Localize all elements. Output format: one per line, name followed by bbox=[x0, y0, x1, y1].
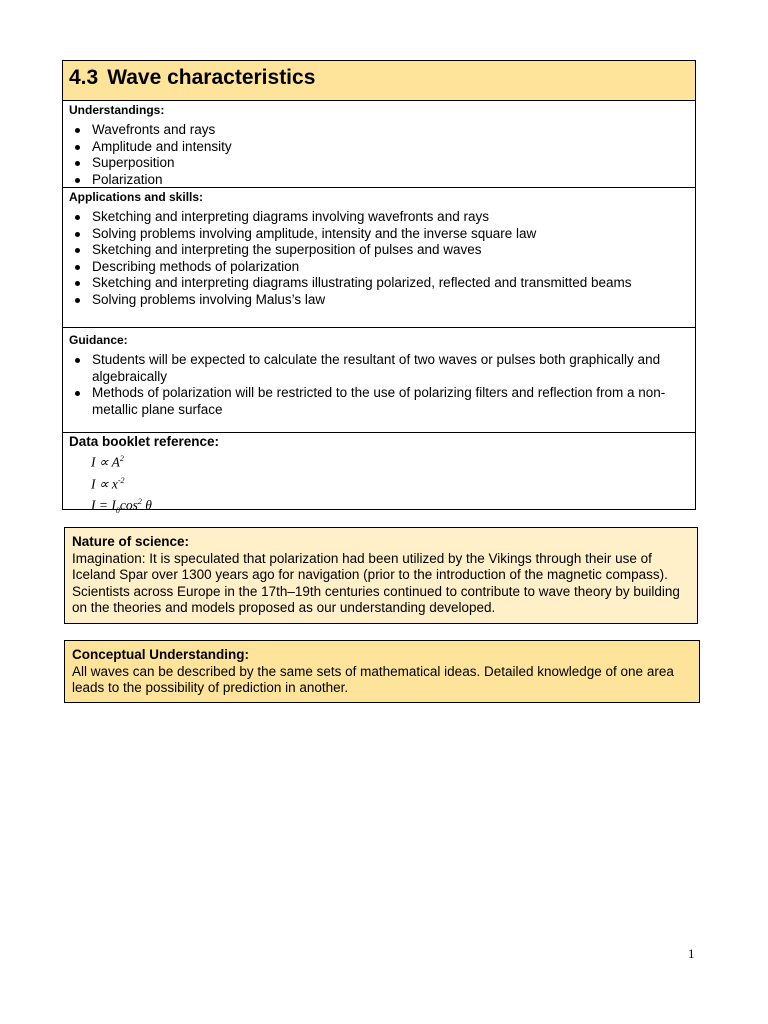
list-item: Methods of polarization will be restricted to the use of polarizing filters and reflection from a non-metallic plane surface bbox=[69, 385, 689, 418]
formula-text: θ bbox=[141, 497, 152, 513]
formula-text: I = I bbox=[91, 497, 116, 513]
understandings-section bbox=[63, 101, 695, 188]
list-item: Superposition bbox=[69, 155, 689, 172]
topic-number: 4.3 bbox=[69, 66, 99, 89]
applications-heading: Applications and skills: bbox=[69, 190, 204, 204]
topic-table bbox=[62, 60, 696, 516]
formula-subscript: 0 bbox=[115, 506, 120, 516]
formula-malus-law bbox=[91, 493, 689, 520]
applications-section bbox=[63, 188, 695, 328]
list-item: Describing methods of polarization bbox=[69, 259, 689, 276]
formula-list bbox=[69, 450, 689, 520]
list-item: Sketching and interpreting diagrams illustrating polarized, reflected and transmitted beams bbox=[69, 275, 689, 292]
list-item: Sketching and interpreting the superposition of pulses and waves bbox=[69, 242, 689, 259]
formula-superscript: 2 bbox=[137, 497, 142, 506]
guidance-section bbox=[63, 328, 695, 433]
data-booklet-section bbox=[63, 433, 695, 516]
formula-superscript: 2 bbox=[119, 454, 124, 463]
conceptual-understanding-box bbox=[64, 640, 700, 703]
understandings-heading: Understandings: bbox=[69, 103, 165, 117]
applications-list bbox=[69, 209, 689, 308]
nature-of-science-heading: Nature of science: bbox=[72, 534, 190, 549]
topic-title-text: Wave characteristics bbox=[107, 66, 316, 89]
list-item: Students will be expected to calculate the resultant of two waves or pulses both graphically and algebraically bbox=[69, 352, 689, 385]
formula-inverse-square bbox=[91, 472, 689, 494]
topic-title bbox=[63, 61, 695, 101]
formula-text: I ∝ x bbox=[91, 476, 118, 491]
list-item: Solving problems involving amplitude, intensity and the inverse square law bbox=[69, 226, 689, 243]
formula-text: cos bbox=[119, 497, 138, 513]
nature-of-science-box bbox=[64, 527, 698, 624]
nature-of-science-text: Imagination: It is speculated that polarization had been utilized by the Vikings through their use of Iceland Spar over 1300 years ago for navigation (prior to the introduction of the magnetic compass). Scientists across Europe in the 17th–19th centuries continued to contribute to wave theory by building on the theories and models proposed as our understanding developed. bbox=[72, 550, 680, 615]
list-item: Solving problems involving Malus’s law bbox=[69, 292, 689, 309]
formula-text: I ∝ A bbox=[91, 454, 120, 470]
understandings-list bbox=[69, 122, 689, 188]
guidance-list bbox=[69, 352, 689, 418]
list-item: Sketching and interpreting diagrams involving wavefronts and rays bbox=[69, 209, 689, 226]
list-item: Amplitude and intensity bbox=[69, 139, 689, 156]
list-item: Wavefronts and rays bbox=[69, 122, 689, 139]
conceptual-understanding-text: All waves can be described by the same sets of mathematical ideas. Detailed knowledge of one area leads to the possibility of prediction in another. bbox=[72, 663, 674, 695]
conceptual-understanding-heading: Conceptual Understanding: bbox=[72, 647, 250, 662]
formula-intensity-amplitude bbox=[91, 450, 689, 472]
guidance-heading: Guidance: bbox=[69, 333, 128, 347]
list-item: Polarization bbox=[69, 172, 689, 189]
formula-superscript: -2 bbox=[117, 475, 125, 485]
data-booklet-heading: Data booklet reference: bbox=[69, 434, 220, 449]
page-number: 1 bbox=[688, 946, 695, 961]
